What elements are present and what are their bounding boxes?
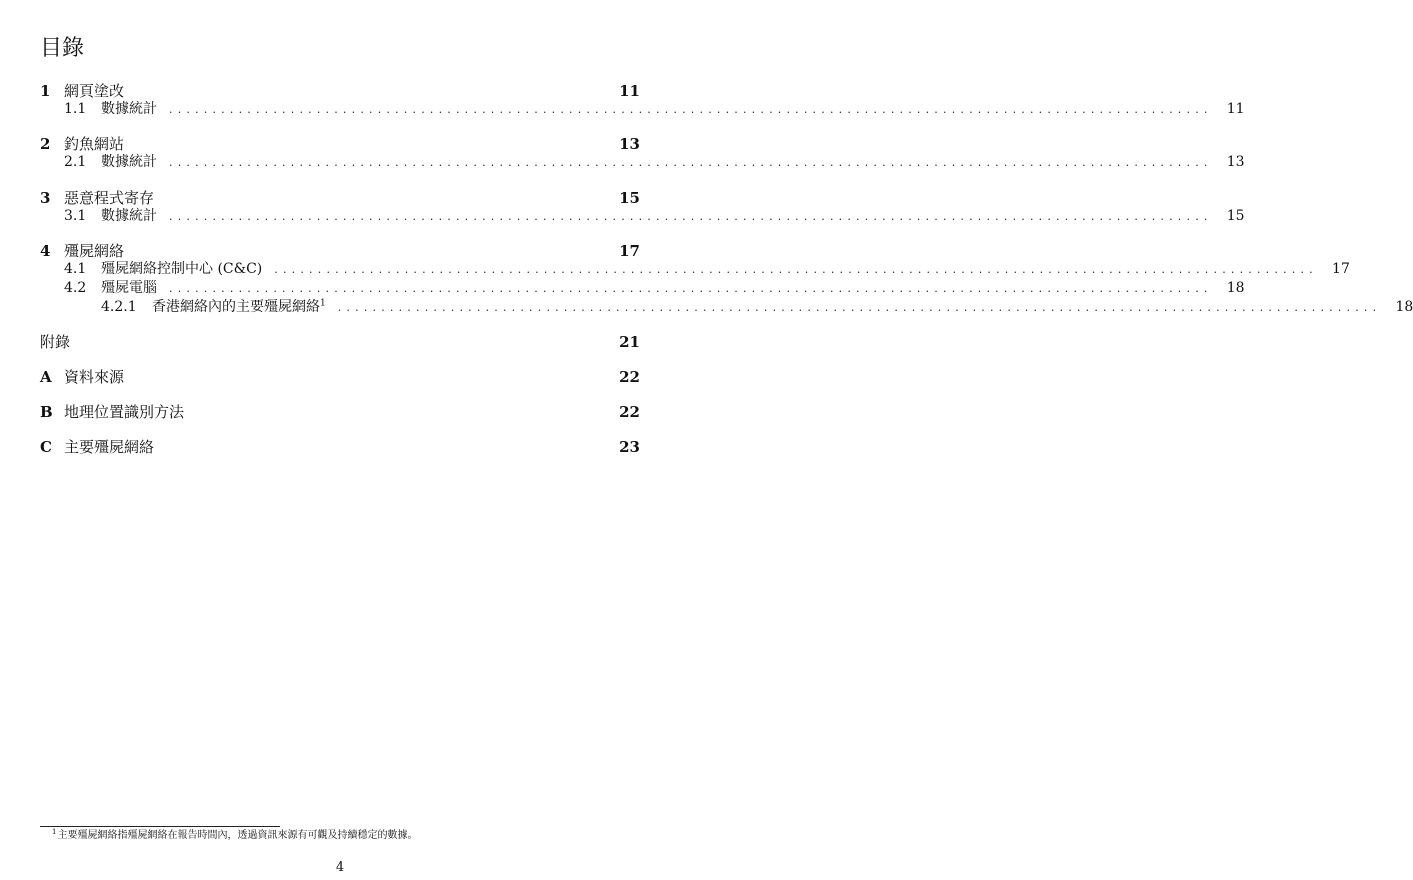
dot-leader: ........................................................................................................................ [169,156,1213,169]
dot-leader: ........................................................................................................................ [169,103,1213,116]
toc-entry-4-2-1[interactable] [40,296,1413,315]
toc-entry-number: 1.1 [64,101,87,117]
toc-entry-2-1[interactable] [40,151,1245,170]
toc-entry-title: 主要殭屍網絡 [64,438,155,456]
toc-entry-page: 13 [619,135,640,153]
page-title: 目錄 [40,36,85,61]
toc-entry-number: 3.1 [64,208,87,224]
toc-entry-title: 地理位置識別方法 [64,403,185,421]
toc-entry-title: 網頁塗改 [64,82,125,100]
toc-entry-page: 22 [619,368,640,386]
toc-entry-title: 殭屍網絡 [64,242,125,260]
toc-entry-3[interactable] [40,187,640,205]
footnote [52,829,417,843]
toc-entry-4-1[interactable] [40,258,1350,277]
toc-entry-title: 附錄 [40,333,71,351]
toc-entry-title: 數據統計 [101,154,157,170]
toc-entry-c[interactable] [40,436,640,454]
toc-entry-number: 1 [40,82,51,100]
dot-leader: ........................................................................................................................ [169,282,1213,295]
toc-entry-page: 11 [1226,101,1245,117]
toc-entry-page: 17 [1332,261,1350,277]
toc-entry-page: 18 [1226,280,1245,296]
toc-entry-2[interactable] [40,133,640,151]
toc-entry-page: 22 [619,403,640,421]
toc-entry-b[interactable] [40,401,640,419]
dot-leader: ........................................................................................................................ [169,210,1213,223]
footnote-mark: 1 [52,827,57,836]
toc-entry-title: 惡意程式寄存 [64,189,155,207]
toc-entry-page: 23 [619,438,640,456]
dot-leader: ........................................................................................................................ [337,301,1382,314]
footnote-text: 主要殭屍網絡指殭屍網絡在報告時間內，透過資訊來源有可觀及持續穩定的數據。 [57,830,418,841]
toc-entry-number: B [40,403,53,421]
toc-entry-page: 15 [1226,208,1245,224]
dot-leader: ........................................................................................................................ [274,263,1318,276]
toc-entry-page: 13 [1226,154,1245,170]
footnote-reference[interactable]: 1 [320,298,326,309]
footnote-divider [40,826,280,827]
toc-entry-title: 釣魚網站 [64,135,125,153]
toc-entry-1-1[interactable] [40,98,1245,117]
toc-entry-4-2[interactable] [40,277,1245,296]
toc-entry-number: 4 [40,242,51,260]
toc-entry-number: A [40,368,52,386]
toc-entry-page: 15 [619,189,640,207]
toc-entry-title: 數據統計 [101,208,157,224]
toc-entry-title: 資料來源 [64,368,125,386]
toc-entry-number: C [40,438,52,456]
table-of-contents [40,0,1413,880]
toc-entry-number: 4.1 [64,261,87,277]
toc-entry-number: 2.1 [64,154,87,170]
toc-entry-title-text: 香港網絡內的主要殭屍網絡 [152,299,320,315]
toc-entry-page: 18 [1395,299,1413,315]
toc-entry-a[interactable] [40,366,640,384]
toc-entry-title: 殭屍電腦 [101,280,157,296]
toc-entry-page: 11 [619,82,640,100]
toc-entry-title: 殭屍網絡控制中心 (C&C) [101,261,263,277]
toc-entry-number: 4.2 [64,280,87,296]
toc-entry-3-1[interactable] [40,205,1245,224]
toc-entry-number: 4.2.1 [101,299,137,315]
toc-entry-number: 2 [40,135,51,153]
toc-entry-1[interactable] [40,80,640,98]
toc-entry-title [152,296,326,316]
page-number: 4 [335,860,345,875]
toc-entry-page: 17 [619,242,640,260]
toc-entry-number: 3 [40,189,51,207]
toc-entry-4[interactable] [40,240,640,258]
toc-entry-appendix[interactable] [40,331,640,349]
toc-entry-title: 數據統計 [101,101,157,117]
toc-entry-page: 21 [619,333,640,351]
